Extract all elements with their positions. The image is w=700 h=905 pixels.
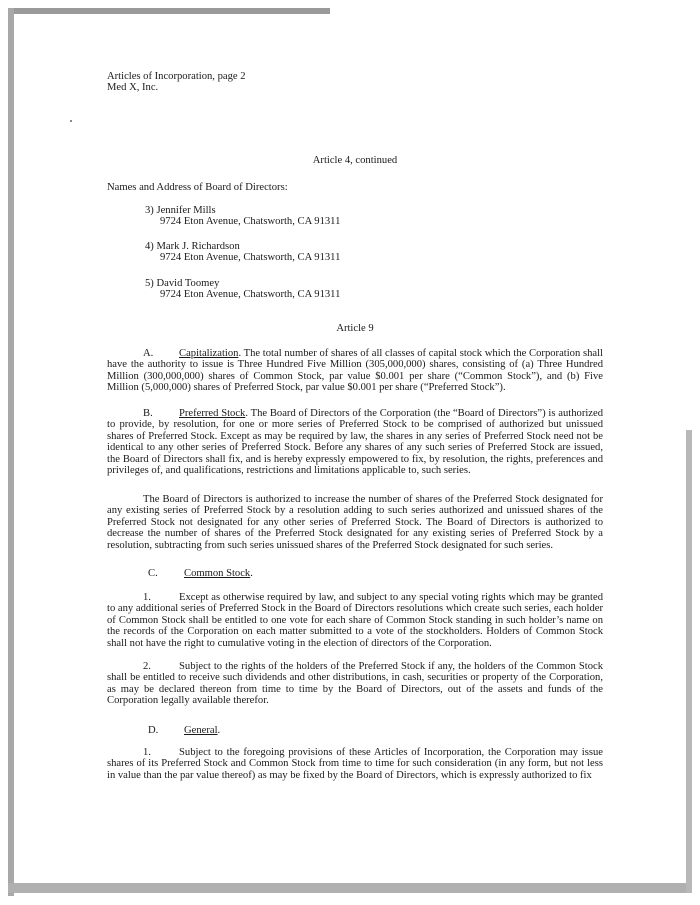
- director-5: [145, 278, 340, 301]
- header-line-1: Articles of Incorporation, page 2: [107, 71, 246, 82]
- section-c-label: C.: [148, 568, 158, 579]
- director-address: 9724 Eton Avenue, Chatsworth, CA 91311: [160, 289, 341, 301]
- scan-edge-right: [686, 430, 692, 893]
- section-d-heading-row: [148, 725, 220, 736]
- section-a-capitalization: [107, 348, 603, 394]
- section-b-label: B.: [143, 408, 153, 419]
- section-c-item-2: [107, 661, 603, 707]
- scan-edge-left: [8, 8, 14, 896]
- section-d-item-1: [107, 747, 603, 781]
- board-intro: Names and Address of Board of Directors:: [107, 182, 288, 193]
- section-c-heading-period: .: [250, 568, 253, 579]
- article-4-title: Article 4, continued: [312, 155, 398, 166]
- item-text: Except as otherwise required by law, and subject to any special voting rights which may be granted to any additional series of Preferred Stock in the Board of Directors resolutions which create such series, each holder of Common Stock shall be entitled to one vote for each share of Common Stock standing in such holder’s name on the records of the Corporation on each matter submitted to a vote of the stockholders. Holders of Common Stock shall not have the right to cumulative voting in the election of directors of the Corporation.: [107, 592, 603, 649]
- director-name: Jennifer Mills: [156, 205, 216, 216]
- item-number: 1.: [143, 747, 151, 758]
- director-name: David Toomey: [156, 278, 220, 289]
- section-b-paragraph-2: [107, 494, 603, 551]
- section-c-heading-row: [148, 568, 253, 579]
- section-b-para2-text: The Board of Directors is authorized to increase the number of shares of the Preferred Stock designated for any existing series of Preferred Stock by a resolution adding to such series authorized and unissued shares of the Preferred Stock not designated for any other series of Preferred Stock. The Board of Directors is authorized to decrease the number of shares of the Preferred Stock designated for any existing series of Preferred Stock by a resolution, subtracting from such series unissued shares of the Preferred Stock designated for such series.: [107, 494, 603, 551]
- director-3: [145, 205, 340, 228]
- section-a-text: . The total number of shares of all classes of capital stock which the Corporation shall have the authority to issue is Three Hundred Five Million (305,000,000) shares, consisting of (a) Three Hundred Million (300,000,000) shares of Common Stock, par value $0.001 per share (“Common Stock”), and (b) Five Million (5,000,000) shares of Preferred Stock, par value $0.001 per share (“Preferred Stock”).: [107, 348, 603, 394]
- header-line-2: Med X, Inc.: [107, 82, 159, 94]
- director-address: 9724 Eton Avenue, Chatsworth, CA 91311: [160, 252, 341, 264]
- section-d-heading: General: [184, 725, 218, 736]
- section-a-label: A.: [143, 348, 154, 359]
- director-address: 9724 Eton Avenue, Chatsworth, CA 91311: [160, 216, 341, 228]
- scan-speck: [70, 120, 72, 122]
- section-d-heading-period: .: [217, 725, 221, 736]
- section-c-item-1: [107, 592, 603, 649]
- section-c-heading: Common Stock: [184, 568, 251, 579]
- director-number: 4): [145, 241, 154, 252]
- section-b-text: . The Board of Directors of the Corporation (the “Board of Directors”) is authorized to provide, by resolution, for one or more series of Preferred Stock to be comprised of authorized but unissued shares of Preferred Stock. Except as may be required by law, the shares in any series of Preferred Stock need not be identical to any other series of Preferred Stock. Before any shares of any such series of Preferred Stock are issued, the Board of Directors shall fix, and is hereby expressly empowered to fix, by resolution, the rights, preferences and privileges of, and qualifications, restrictions and limitations applicable to, such series.: [107, 408, 603, 477]
- section-b-preferred-stock: [107, 408, 603, 476]
- director-number: 3): [145, 205, 154, 216]
- item-number: 2.: [143, 661, 151, 672]
- section-d-label: D.: [148, 725, 159, 736]
- page-header: [107, 71, 246, 94]
- director-name: Mark J. Richardson: [156, 241, 240, 252]
- item-text: Subject to the foregoing provisions of these Articles of Incorporation, the Corporation may issue shares of its Preferred Stock and Common Stock from time to time for such consideration (in any form, but not less in value than the par value thereof) as may be fixed by the Board of Directors, which is expressly authorized to fix: [107, 747, 603, 781]
- director-4: [145, 241, 340, 264]
- section-b-heading: Preferred Stock: [179, 408, 246, 419]
- scan-edge-bottom: [8, 883, 692, 893]
- director-number: 5): [145, 278, 154, 289]
- item-number: 1.: [143, 592, 151, 603]
- article-9-title: Article 9: [336, 323, 374, 334]
- item-text: Subject to the rights of the holders of the Preferred Stock if any, the holders of the Common Stock shall be entitled to receive such dividends and other distributions, in cash, securities or property of the Corporation, as may be declared thereon from time to time by the Board of Directors, out of the assets and funds of the Corporation legally available therefor.: [107, 661, 603, 707]
- section-a-heading: Capitalization: [179, 348, 239, 359]
- scan-edge-top: [8, 8, 330, 14]
